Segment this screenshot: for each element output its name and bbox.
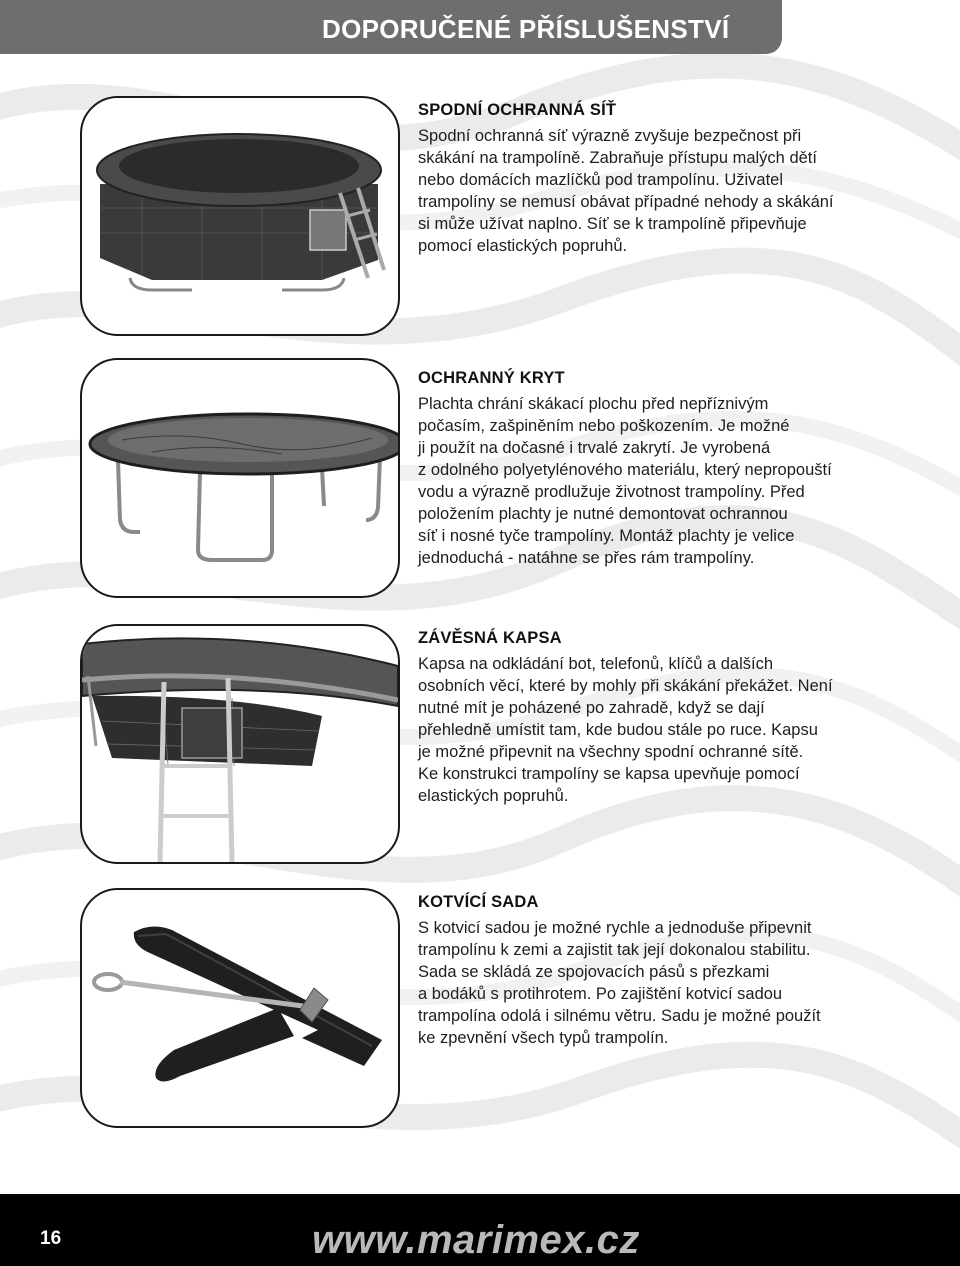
photo-anchor-kit [80,888,400,1128]
section-description: Plachta chrání skákací plochu před nepříznivým počasím, zašpiněním nebo poškozením. Je možné ji použít na dočasné i trvalé zakrytí. Je vyrobená z odolného polyetylénového materiálu, který nepropouští vodu a výrazně prodlužuje životnost trampolíny. Před položením plachty je nutné demontovat ochrannou síť i nosné tyče trampolíny. Montáž plachty je velice jednoduchá - natáhne se přes rám trampolíny. [418,395,832,567]
website-url[interactable]: www.marimex.cz [312,1218,640,1262]
section-anchor-kit [418,892,898,1049]
section-title: ZÁVĚSNÁ KAPSA [418,629,562,647]
anchor-kit-illustration [82,890,398,1126]
section-title: SPODNÍ OCHRANNÁ SÍŤ [418,101,617,119]
section-weather-cover [418,368,898,569]
section-description: Kapsa na odkládání bot, telefonů, klíčů a dalších osobních věcí, které by mohly při skákání překážet. Není nutné mít je poházené po zahradě, když se dají přehledně umístit tam, kde budou stále po ruce. Kapsu je možné připevnit na všechny spodní ochranné sítě. Ke konstrukci trampolíny se kapsa upevňuje pomocí elastických popruhů. [418,655,833,805]
section-title: KOTVÍCÍ SADA [418,893,539,911]
trampoline-net-illustration [82,98,398,334]
trampoline-cover-illustration [82,360,398,596]
photo-weather-cover [80,358,400,598]
photo-hanging-pocket [80,624,400,864]
trampoline-pocket-illustration [82,626,398,862]
section-description: S kotvicí sadou je možné rychle a jednoduše připevnit trampolínu k zemi a zajistit tak její dokonalou stabilitu. Sada se skládá ze spojovacích pásů s přezkami a bodáků s protihrotem. Po zajištění kotvicí sadou trampolína odolá i silnému větru. Sadu je možné použít ke zpevnění všech typů trampolín. [418,919,821,1047]
page-title: DOPORUČENÉ PŘÍSLUŠENSTVÍ [322,14,730,44]
page-number: 16 [40,1228,62,1249]
section-bottom-safety-net [418,100,898,257]
photo-bottom-safety-net [80,96,400,336]
section-hanging-pocket [418,628,898,807]
section-title: OCHRANNÝ KRYT [418,369,565,387]
section-description: Spodní ochranná síť výrazně zvyšuje bezpečnost při skákání na trampolíně. Zabraňuje přístupu malých dětí nebo domácích mazlíčků pod trampolínu. Uživatel trampolíny se nemusí obávat případné nehody a skákání si může užívat naplno. Síť se k trampolíně připevňuje pomocí elastických popruhů. [418,127,834,255]
